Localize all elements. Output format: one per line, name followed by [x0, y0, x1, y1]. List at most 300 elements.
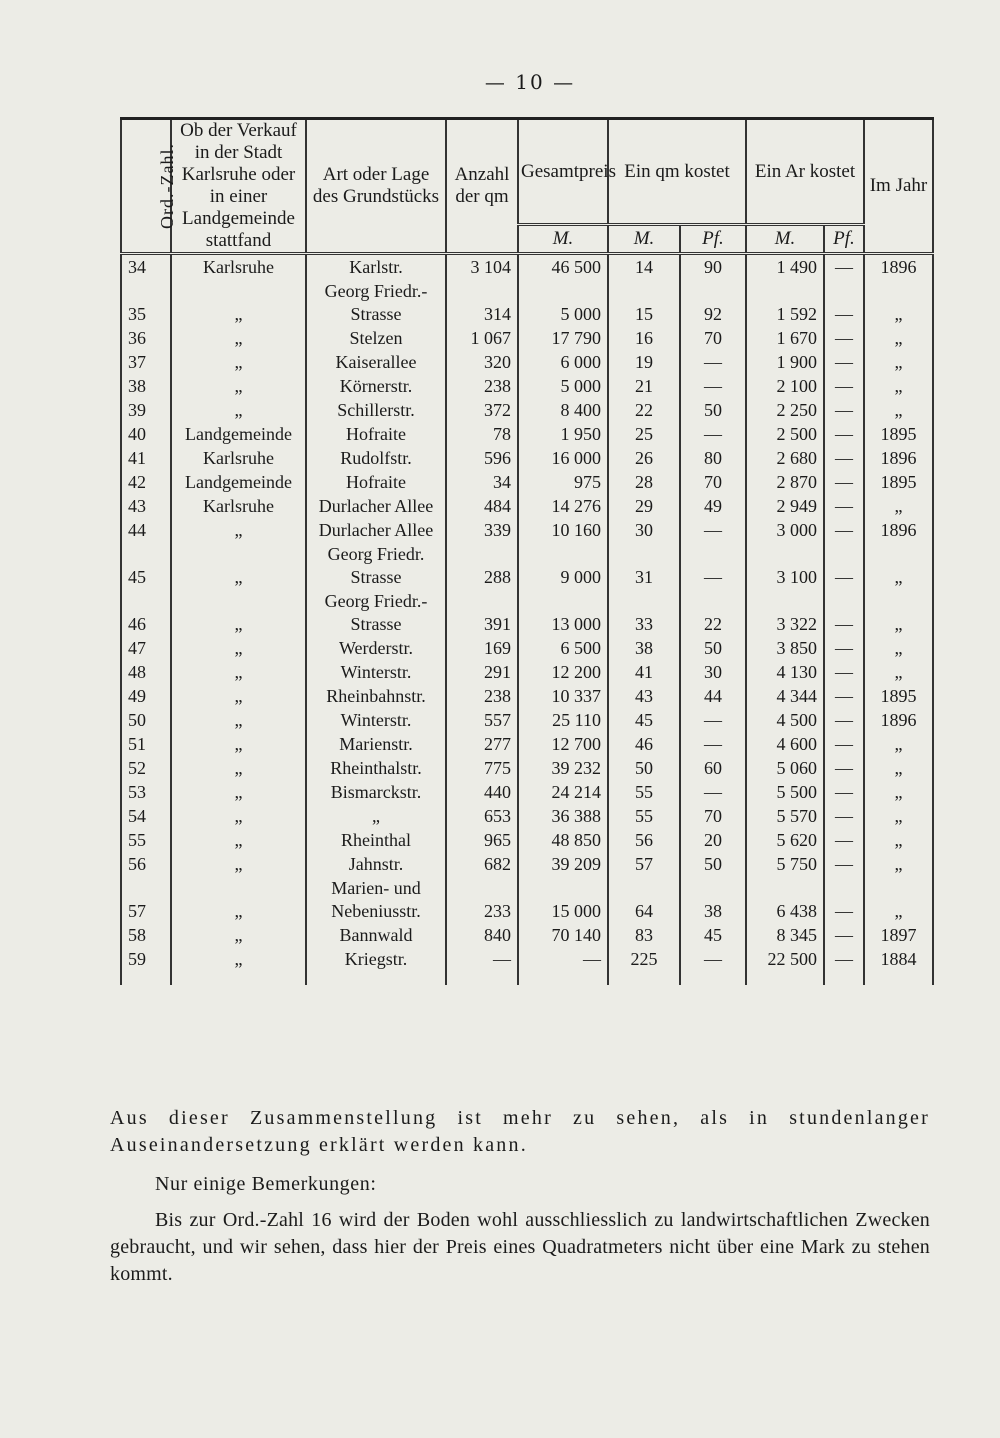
cell-gesamtpreis: 1 950 — [518, 422, 608, 446]
cell-jahr: „ — [864, 756, 933, 780]
table-row — [121, 398, 933, 422]
price-table-container — [120, 117, 935, 985]
cell-ord-zahl: 50 — [121, 708, 171, 732]
cell-gesamtpreis: 36 388 — [518, 804, 608, 828]
cell-gesamtpreis: 39 209 — [518, 852, 608, 876]
cell-qm-pf: 92 — [680, 279, 746, 326]
cell-ord-zahl: 39 — [121, 398, 171, 422]
cell-gesamtpreis: — — [518, 947, 608, 985]
cell-ord-zahl: 37 — [121, 350, 171, 374]
cell-ar-pf: — — [824, 660, 864, 684]
cell-ort: „ — [171, 923, 306, 947]
table-row — [121, 422, 933, 446]
table-row — [121, 923, 933, 947]
cell-jahr: 1896 — [864, 254, 933, 280]
cell-gesamtpreis: 15 000 — [518, 876, 608, 923]
cell-jahr: „ — [864, 326, 933, 350]
cell-qm-mark: 225 — [608, 947, 680, 985]
cell-ort: Karlsruhe — [171, 254, 306, 280]
cell-gesamtpreis: 70 140 — [518, 923, 608, 947]
cell-ord-zahl: 59 — [121, 947, 171, 985]
cell-qm-pf: 90 — [680, 254, 746, 280]
cell-jahr: „ — [864, 542, 933, 589]
cell-anzahl-qm: 238 — [446, 684, 518, 708]
cell-ord-zahl: 36 — [121, 326, 171, 350]
cell-qm-mark: 38 — [608, 636, 680, 660]
cell-ar-mark: 2 870 — [746, 470, 824, 494]
table-row — [121, 684, 933, 708]
cell-ar-mark: 22 500 — [746, 947, 824, 985]
cell-qm-pf: 70 — [680, 470, 746, 494]
cell-qm-mark: 19 — [608, 350, 680, 374]
cell-ar-mark: 2 100 — [746, 374, 824, 398]
cell-ar-mark: 8 345 — [746, 923, 824, 947]
cell-ar-pf: — — [824, 589, 864, 636]
cell-qm-pf: 20 — [680, 828, 746, 852]
cell-qm-pf: 80 — [680, 446, 746, 470]
cell-ort: „ — [171, 636, 306, 660]
cell-ort: „ — [171, 374, 306, 398]
cell-ort: „ — [171, 780, 306, 804]
cell-anzahl-qm: 440 — [446, 780, 518, 804]
cell-jahr: 1896 — [864, 708, 933, 732]
cell-ort: „ — [171, 326, 306, 350]
cell-qm-mark: 28 — [608, 470, 680, 494]
cell-ar-mark: 2 250 — [746, 398, 824, 422]
cell-qm-pf: 60 — [680, 756, 746, 780]
cell-gesamtpreis: 13 000 — [518, 589, 608, 636]
cell-art: Kaiserallee — [306, 350, 446, 374]
table-row — [121, 589, 933, 636]
cell-qm-pf: 38 — [680, 876, 746, 923]
cell-jahr: „ — [864, 780, 933, 804]
cell-art: Georg Friedr. Strasse — [306, 542, 446, 589]
cell-ord-zahl: 46 — [121, 589, 171, 636]
cell-anzahl-qm: 682 — [446, 852, 518, 876]
cell-art: Winterstr. — [306, 660, 446, 684]
cell-jahr: „ — [864, 374, 933, 398]
cell-ar-pf: — — [824, 732, 864, 756]
cell-ort: Landgemeinde — [171, 470, 306, 494]
cell-qm-pf: — — [680, 732, 746, 756]
table-row — [121, 756, 933, 780]
cell-ar-mark: 5 060 — [746, 756, 824, 780]
cell-qm-mark: 83 — [608, 923, 680, 947]
cell-gesamtpreis: 46 500 — [518, 254, 608, 280]
cell-jahr: „ — [864, 828, 933, 852]
cell-qm-mark: 22 — [608, 398, 680, 422]
table-row — [121, 374, 933, 398]
cell-qm-pf: 44 — [680, 684, 746, 708]
cell-qm-mark: 45 — [608, 708, 680, 732]
cell-qm-pf: — — [680, 542, 746, 589]
table-row — [121, 542, 933, 589]
header-ar-kostet: Ein Ar kostet — [746, 119, 864, 225]
header-ort: Ob der Verkauf in der Stadt Karlsruhe oder in einer Landgemeinde stattfand — [171, 119, 306, 254]
cell-ort: „ — [171, 279, 306, 326]
cell-art: Rheinbahnstr. — [306, 684, 446, 708]
cell-ort: „ — [171, 852, 306, 876]
cell-ar-mark: 3 000 — [746, 518, 824, 542]
cell-ar-pf: — — [824, 684, 864, 708]
cell-ord-zahl: 58 — [121, 923, 171, 947]
cell-ar-mark: 2 500 — [746, 422, 824, 446]
cell-ar-mark: 5 620 — [746, 828, 824, 852]
cell-gesamtpreis: 14 276 — [518, 494, 608, 518]
cell-art: Karlstr. — [306, 254, 446, 280]
cell-anzahl-qm: 965 — [446, 828, 518, 852]
cell-anzahl-qm: 291 — [446, 660, 518, 684]
cell-art: „ — [306, 804, 446, 828]
cell-ord-zahl: 40 — [121, 422, 171, 446]
cell-ord-zahl: 54 — [121, 804, 171, 828]
cell-ort: „ — [171, 732, 306, 756]
cell-jahr: 1895 — [864, 422, 933, 446]
cell-ar-pf: — — [824, 947, 864, 985]
cell-qm-pf: — — [680, 947, 746, 985]
table-row — [121, 518, 933, 542]
cell-ar-mark: 4 130 — [746, 660, 824, 684]
header-unit-pf: Pf. — [824, 225, 864, 254]
cell-qm-mark: 55 — [608, 804, 680, 828]
cell-qm-pf: 45 — [680, 923, 746, 947]
cell-ord-zahl: 51 — [121, 732, 171, 756]
cell-gesamtpreis: 975 — [518, 470, 608, 494]
cell-ort: Karlsruhe — [171, 494, 306, 518]
cell-art: Georg Friedr.-Strasse — [306, 589, 446, 636]
cell-qm-pf: — — [680, 780, 746, 804]
cell-ord-zahl: 49 — [121, 684, 171, 708]
cell-ort: „ — [171, 684, 306, 708]
price-table — [120, 117, 934, 985]
cell-art: Durlacher Allee — [306, 518, 446, 542]
cell-art: Körnerstr. — [306, 374, 446, 398]
cell-qm-mark: 29 — [608, 494, 680, 518]
cell-gesamtpreis: 12 700 — [518, 732, 608, 756]
cell-ord-zahl: 42 — [121, 470, 171, 494]
cell-jahr: „ — [864, 350, 933, 374]
cell-ort: „ — [171, 708, 306, 732]
header-jahr: Im Jahr — [864, 119, 933, 254]
page-number: — 10 — — [484, 70, 576, 94]
cell-jahr: 1884 — [864, 947, 933, 985]
header-ord-zahl: Ord.-Zahl. — [121, 119, 171, 254]
cell-gesamtpreis: 24 214 — [518, 780, 608, 804]
cell-ort: „ — [171, 660, 306, 684]
cell-anzahl-qm: 320 — [446, 350, 518, 374]
cell-ord-zahl: 56 — [121, 852, 171, 876]
cell-art: Rheinthal — [306, 828, 446, 852]
cell-anzahl-qm: 233 — [446, 876, 518, 923]
table-row — [121, 804, 933, 828]
cell-ord-zahl: 35 — [121, 279, 171, 326]
cell-qm-mark: 16 — [608, 326, 680, 350]
cell-qm-mark: 56 — [608, 828, 680, 852]
cell-gesamtpreis: 6 000 — [518, 350, 608, 374]
cell-art: Bannwald — [306, 923, 446, 947]
header-unit-mark: M. — [518, 225, 608, 254]
cell-ar-mark: 3 850 — [746, 636, 824, 660]
cell-art: Hofraite — [306, 422, 446, 446]
cell-gesamtpreis: 25 110 — [518, 708, 608, 732]
cell-ort: „ — [171, 542, 306, 589]
cell-art: Marien- und Nebeniusstr. — [306, 876, 446, 923]
cell-ord-zahl: 48 — [121, 660, 171, 684]
cell-ar-mark: 5 500 — [746, 780, 824, 804]
table-row — [121, 326, 933, 350]
cell-ord-zahl: 41 — [121, 446, 171, 470]
cell-art: Bismarckstr. — [306, 780, 446, 804]
cell-ar-pf: — — [824, 446, 864, 470]
cell-qm-pf: — — [680, 518, 746, 542]
table-row — [121, 732, 933, 756]
header-unit-mark: M. — [608, 225, 680, 254]
cell-gesamtpreis: 39 232 — [518, 756, 608, 780]
table-row — [121, 660, 933, 684]
cell-qm-mark: 33 — [608, 589, 680, 636]
cell-gesamtpreis: 48 850 — [518, 828, 608, 852]
cell-ar-mark: 2 949 — [746, 494, 824, 518]
cell-ar-mark: 6 438 — [746, 876, 824, 923]
cell-ar-pf: — — [824, 374, 864, 398]
cell-ar-pf: — — [824, 756, 864, 780]
table-row — [121, 852, 933, 876]
cell-jahr: 1895 — [864, 470, 933, 494]
cell-ort: „ — [171, 398, 306, 422]
cell-ar-mark: 1 900 — [746, 350, 824, 374]
cell-ort: „ — [171, 947, 306, 985]
cell-art: Werderstr. — [306, 636, 446, 660]
header-anzahl: Anzahl der qm — [446, 119, 518, 254]
cell-art: Jahnstr. — [306, 852, 446, 876]
cell-anzahl-qm: 34 — [446, 470, 518, 494]
cell-ort: „ — [171, 518, 306, 542]
cell-anzahl-qm: 840 — [446, 923, 518, 947]
cell-ord-zahl: 55 — [121, 828, 171, 852]
cell-anzahl-qm: 372 — [446, 398, 518, 422]
cell-ar-pf: — — [824, 254, 864, 280]
cell-qm-pf: 22 — [680, 589, 746, 636]
cell-anzahl-qm: 3 104 — [446, 254, 518, 280]
cell-qm-pf: — — [680, 708, 746, 732]
table-row — [121, 279, 933, 326]
cell-qm-mark: 43 — [608, 684, 680, 708]
cell-ord-zahl: 43 — [121, 494, 171, 518]
header-art: Art oder Lage des Grundstücks — [306, 119, 446, 254]
cell-qm-mark: 15 — [608, 279, 680, 326]
cell-ort: „ — [171, 876, 306, 923]
cell-anzahl-qm: 288 — [446, 542, 518, 589]
cell-ar-mark: 4 600 — [746, 732, 824, 756]
cell-ar-pf: — — [824, 494, 864, 518]
cell-ar-pf: — — [824, 636, 864, 660]
cell-ord-zahl: 57 — [121, 876, 171, 923]
cell-ord-zahl: 53 — [121, 780, 171, 804]
cell-jahr: „ — [864, 876, 933, 923]
cell-ort: „ — [171, 804, 306, 828]
cell-ar-pf: — — [824, 708, 864, 732]
cell-ort: „ — [171, 828, 306, 852]
cell-ord-zahl: 34 — [121, 254, 171, 280]
cell-qm-mark: 41 — [608, 660, 680, 684]
cell-anzahl-qm: 169 — [446, 636, 518, 660]
cell-anzahl-qm: 557 — [446, 708, 518, 732]
cell-ar-mark: 1 490 — [746, 254, 824, 280]
cell-art: Stelzen — [306, 326, 446, 350]
cell-ar-mark: 5 570 — [746, 804, 824, 828]
cell-anzahl-qm: 391 — [446, 589, 518, 636]
cell-qm-pf: 30 — [680, 660, 746, 684]
cell-gesamtpreis: 10 160 — [518, 518, 608, 542]
cell-qm-pf: 70 — [680, 326, 746, 350]
table-row — [121, 828, 933, 852]
cell-qm-pf: 50 — [680, 636, 746, 660]
paragraph-summary: Aus dieser Zusammenstellung ist mehr zu sehen, als in stundenlanger Auseinandersetzung erklärt werden kann. — [110, 1107, 930, 1156]
cell-gesamtpreis: 5 000 — [518, 279, 608, 326]
header-gesamtpreis: Gesamtpreis — [518, 119, 608, 225]
table-row — [121, 947, 933, 985]
cell-anzahl-qm: 339 — [446, 518, 518, 542]
cell-art: Schillerstr. — [306, 398, 446, 422]
cell-ar-pf: — — [824, 804, 864, 828]
header-qm-kostet: Ein qm kostet — [608, 119, 746, 225]
cell-ord-zahl: 52 — [121, 756, 171, 780]
table-row — [121, 636, 933, 660]
cell-anzahl-qm: 314 — [446, 279, 518, 326]
table-row — [121, 350, 933, 374]
cell-anzahl-qm: 277 — [446, 732, 518, 756]
cell-gesamtpreis: 6 500 — [518, 636, 608, 660]
cell-gesamtpreis: 10 337 — [518, 684, 608, 708]
cell-anzahl-qm: 238 — [446, 374, 518, 398]
cell-ar-pf: — — [824, 828, 864, 852]
cell-ar-pf: — — [824, 542, 864, 589]
cell-art: Rudolfstr. — [306, 446, 446, 470]
cell-art: Winterstr. — [306, 708, 446, 732]
cell-jahr: 1897 — [864, 923, 933, 947]
table-row — [121, 708, 933, 732]
table-row — [121, 470, 933, 494]
cell-qm-pf: 49 — [680, 494, 746, 518]
cell-ar-pf: — — [824, 326, 864, 350]
cell-ar-mark: 2 680 — [746, 446, 824, 470]
table-header — [121, 119, 933, 254]
cell-qm-pf: — — [680, 350, 746, 374]
cell-jahr: „ — [864, 494, 933, 518]
cell-anzahl-qm: — — [446, 947, 518, 985]
cell-ort: „ — [171, 350, 306, 374]
cell-jahr: „ — [864, 279, 933, 326]
cell-jahr: „ — [864, 589, 933, 636]
cell-qm-mark: 21 — [608, 374, 680, 398]
cell-jahr: 1896 — [864, 518, 933, 542]
paragraph-remark: Bis zur Ord.-Zahl 16 wird der Boden wohl ausschliesslich zu landwirtschaftlichen Zwecken gebraucht, und wir sehen, dass hier der Preis eines Quadratmeters nicht über eine Mark zu stehen kommt. — [110, 1209, 930, 1285]
cell-art: Hofraite — [306, 470, 446, 494]
cell-jahr: 1896 — [864, 446, 933, 470]
cell-ar-pf: — — [824, 780, 864, 804]
cell-ar-mark: 4 500 — [746, 708, 824, 732]
cell-qm-pf: — — [680, 374, 746, 398]
cell-qm-mark: 50 — [608, 756, 680, 780]
cell-gesamtpreis: 8 400 — [518, 398, 608, 422]
cell-gesamtpreis: 5 000 — [518, 374, 608, 398]
table-body — [121, 254, 933, 986]
cell-jahr: 1895 — [864, 684, 933, 708]
cell-anzahl-qm: 484 — [446, 494, 518, 518]
cell-ort: Landgemeinde — [171, 422, 306, 446]
cell-gesamtpreis: 12 200 — [518, 660, 608, 684]
cell-anzahl-qm: 1 067 — [446, 326, 518, 350]
cell-qm-mark: 55 — [608, 780, 680, 804]
cell-gesamtpreis: 9 000 — [518, 542, 608, 589]
cell-ar-pf: — — [824, 350, 864, 374]
cell-ar-mark: 1 670 — [746, 326, 824, 350]
cell-ar-mark: 5 750 — [746, 852, 824, 876]
cell-qm-mark: 30 — [608, 518, 680, 542]
cell-ar-pf: — — [824, 422, 864, 446]
cell-qm-mark: 14 — [608, 254, 680, 280]
cell-ar-mark: 1 592 — [746, 279, 824, 326]
cell-art: Durlacher Allee — [306, 494, 446, 518]
cell-ar-pf: — — [824, 876, 864, 923]
table-row — [121, 494, 933, 518]
cell-jahr: „ — [864, 398, 933, 422]
cell-gesamtpreis: 16 000 — [518, 446, 608, 470]
cell-jahr: „ — [864, 660, 933, 684]
cell-anzahl-qm: 653 — [446, 804, 518, 828]
cell-anzahl-qm: 78 — [446, 422, 518, 446]
cell-ar-pf: — — [824, 398, 864, 422]
cell-qm-mark: 31 — [608, 542, 680, 589]
cell-qm-pf: 50 — [680, 398, 746, 422]
cell-art: Georg Friedr.-Strasse — [306, 279, 446, 326]
cell-jahr: „ — [864, 852, 933, 876]
cell-ar-pf: — — [824, 852, 864, 876]
cell-gesamtpreis: 17 790 — [518, 326, 608, 350]
cell-qm-pf: 50 — [680, 852, 746, 876]
cell-qm-mark: 26 — [608, 446, 680, 470]
cell-ort: „ — [171, 756, 306, 780]
cell-qm-mark: 64 — [608, 876, 680, 923]
table-row — [121, 780, 933, 804]
table-row — [121, 446, 933, 470]
cell-jahr: „ — [864, 732, 933, 756]
cell-ort: Karlsruhe — [171, 446, 306, 470]
table-row — [121, 254, 933, 280]
cell-ar-pf: — — [824, 279, 864, 326]
cell-ar-pf: — — [824, 518, 864, 542]
cell-ord-zahl: 45 — [121, 542, 171, 589]
cell-art: Kriegstr. — [306, 947, 446, 985]
cell-qm-mark: 46 — [608, 732, 680, 756]
header-unit-mark: M. — [746, 225, 824, 254]
cell-qm-pf: 70 — [680, 804, 746, 828]
cell-jahr: „ — [864, 636, 933, 660]
cell-ar-pf: — — [824, 470, 864, 494]
cell-ord-zahl: 44 — [121, 518, 171, 542]
cell-ord-zahl: 47 — [121, 636, 171, 660]
paragraph-remarks-intro: Nur einige Bemerkungen: — [155, 1173, 377, 1195]
cell-qm-mark: 25 — [608, 422, 680, 446]
cell-ort: „ — [171, 589, 306, 636]
cell-art: Marienstr. — [306, 732, 446, 756]
cell-ord-zahl: 38 — [121, 374, 171, 398]
cell-ar-pf: — — [824, 923, 864, 947]
cell-qm-pf: — — [680, 422, 746, 446]
cell-ar-mark: 3 322 — [746, 589, 824, 636]
header-unit-pf: Pf. — [680, 225, 746, 254]
cell-anzahl-qm: 596 — [446, 446, 518, 470]
